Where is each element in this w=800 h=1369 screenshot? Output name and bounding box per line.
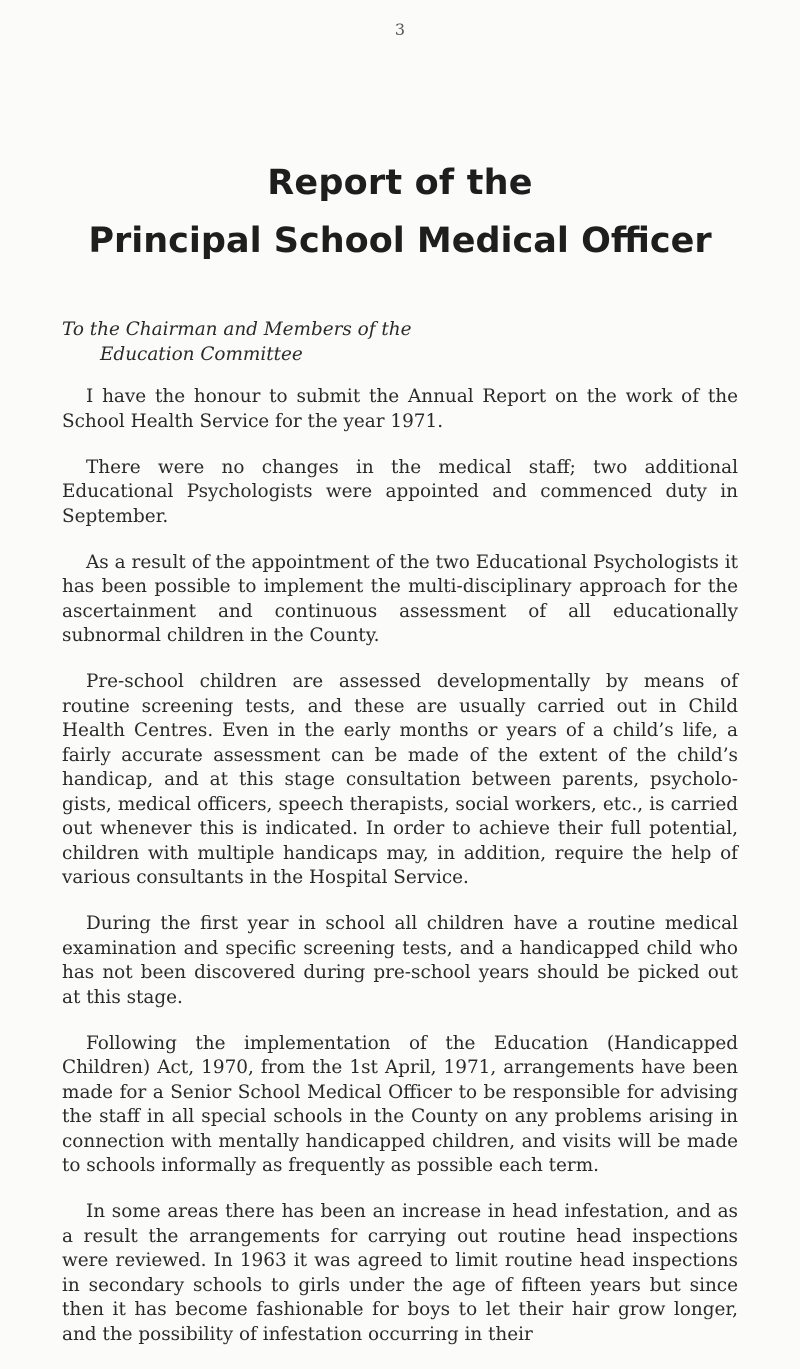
paragraph-first-year: During the first year in school all children have a routine medical examination and specific screening tests, and a handicapped child who has not been discovered during pre-school years should be picked out at this stage. <box>62 913 738 1008</box>
salutation-line-2: Education Committee <box>100 343 303 365</box>
salutation-line-1: To the Chairman and Members of the <box>62 319 412 340</box>
report-title <box>0 160 800 264</box>
salutation <box>62 318 738 367</box>
page-number: 3 <box>394 20 406 39</box>
paragraph-head-infestation: In some areas there has been an increase in head infestation, and as a result the arrangements for carrying out routine head inspections were reviewed. In 1963 it was agreed to limit routine head inspections in secondary schools to girls under the age of fifteen years but since then it has become fashionable for boys to let their hair grow longer, and the possibility of infestation occurring in their <box>62 1201 738 1345</box>
report-body <box>62 318 738 1369</box>
title-line-2: Principal School Medical Officer <box>88 221 712 261</box>
paragraph-pre-school: Pre-school children are assessed developmentally by means of routine screening tests, and these are usually carried out in Child Health Centres. Even in the early months or years of a child’s life, a fairly accurate assessment can be made of the extent of the child’s handicap, and at this stage consultation between parents, psychologists, medical officers, speech therapists, social workers, etc., is carried out whenever this is indicated. In order to achieve their full potential, children with multiple handicaps may, in addition, require the help of various consultants in the Hospital Service. <box>62 671 738 888</box>
paragraph-annual-report: I have the honour to submit the Annual Report on the work of the School Health Service for the year 1971. <box>62 386 738 432</box>
paragraph-psychologists: As a result of the appointment of the two Educational Psychologists it has been possible to implement the multi-disciplinary approach for the ascertainment and continuous assessment of all educationally subnormal children in the County. <box>62 551 738 646</box>
paragraph-medical-staff: There were no changes in the medical staff; two additional Educational Psychologists were appointed and commenced duty in September. <box>62 456 738 527</box>
paragraph-handicapped-act: Following the implementation of the Education (Handicapped Children) Act, 1970, from the 1st April, 1971, arrangements have been made for a Senior School Medical Officer to be responsible for advising the staff in all special schools in the County on any problems arising in connection with mentally handicapped children, and visits will be made to schools informally as frequently as possible each term. <box>62 1032 738 1176</box>
title-line-1: Report of the <box>267 163 533 203</box>
